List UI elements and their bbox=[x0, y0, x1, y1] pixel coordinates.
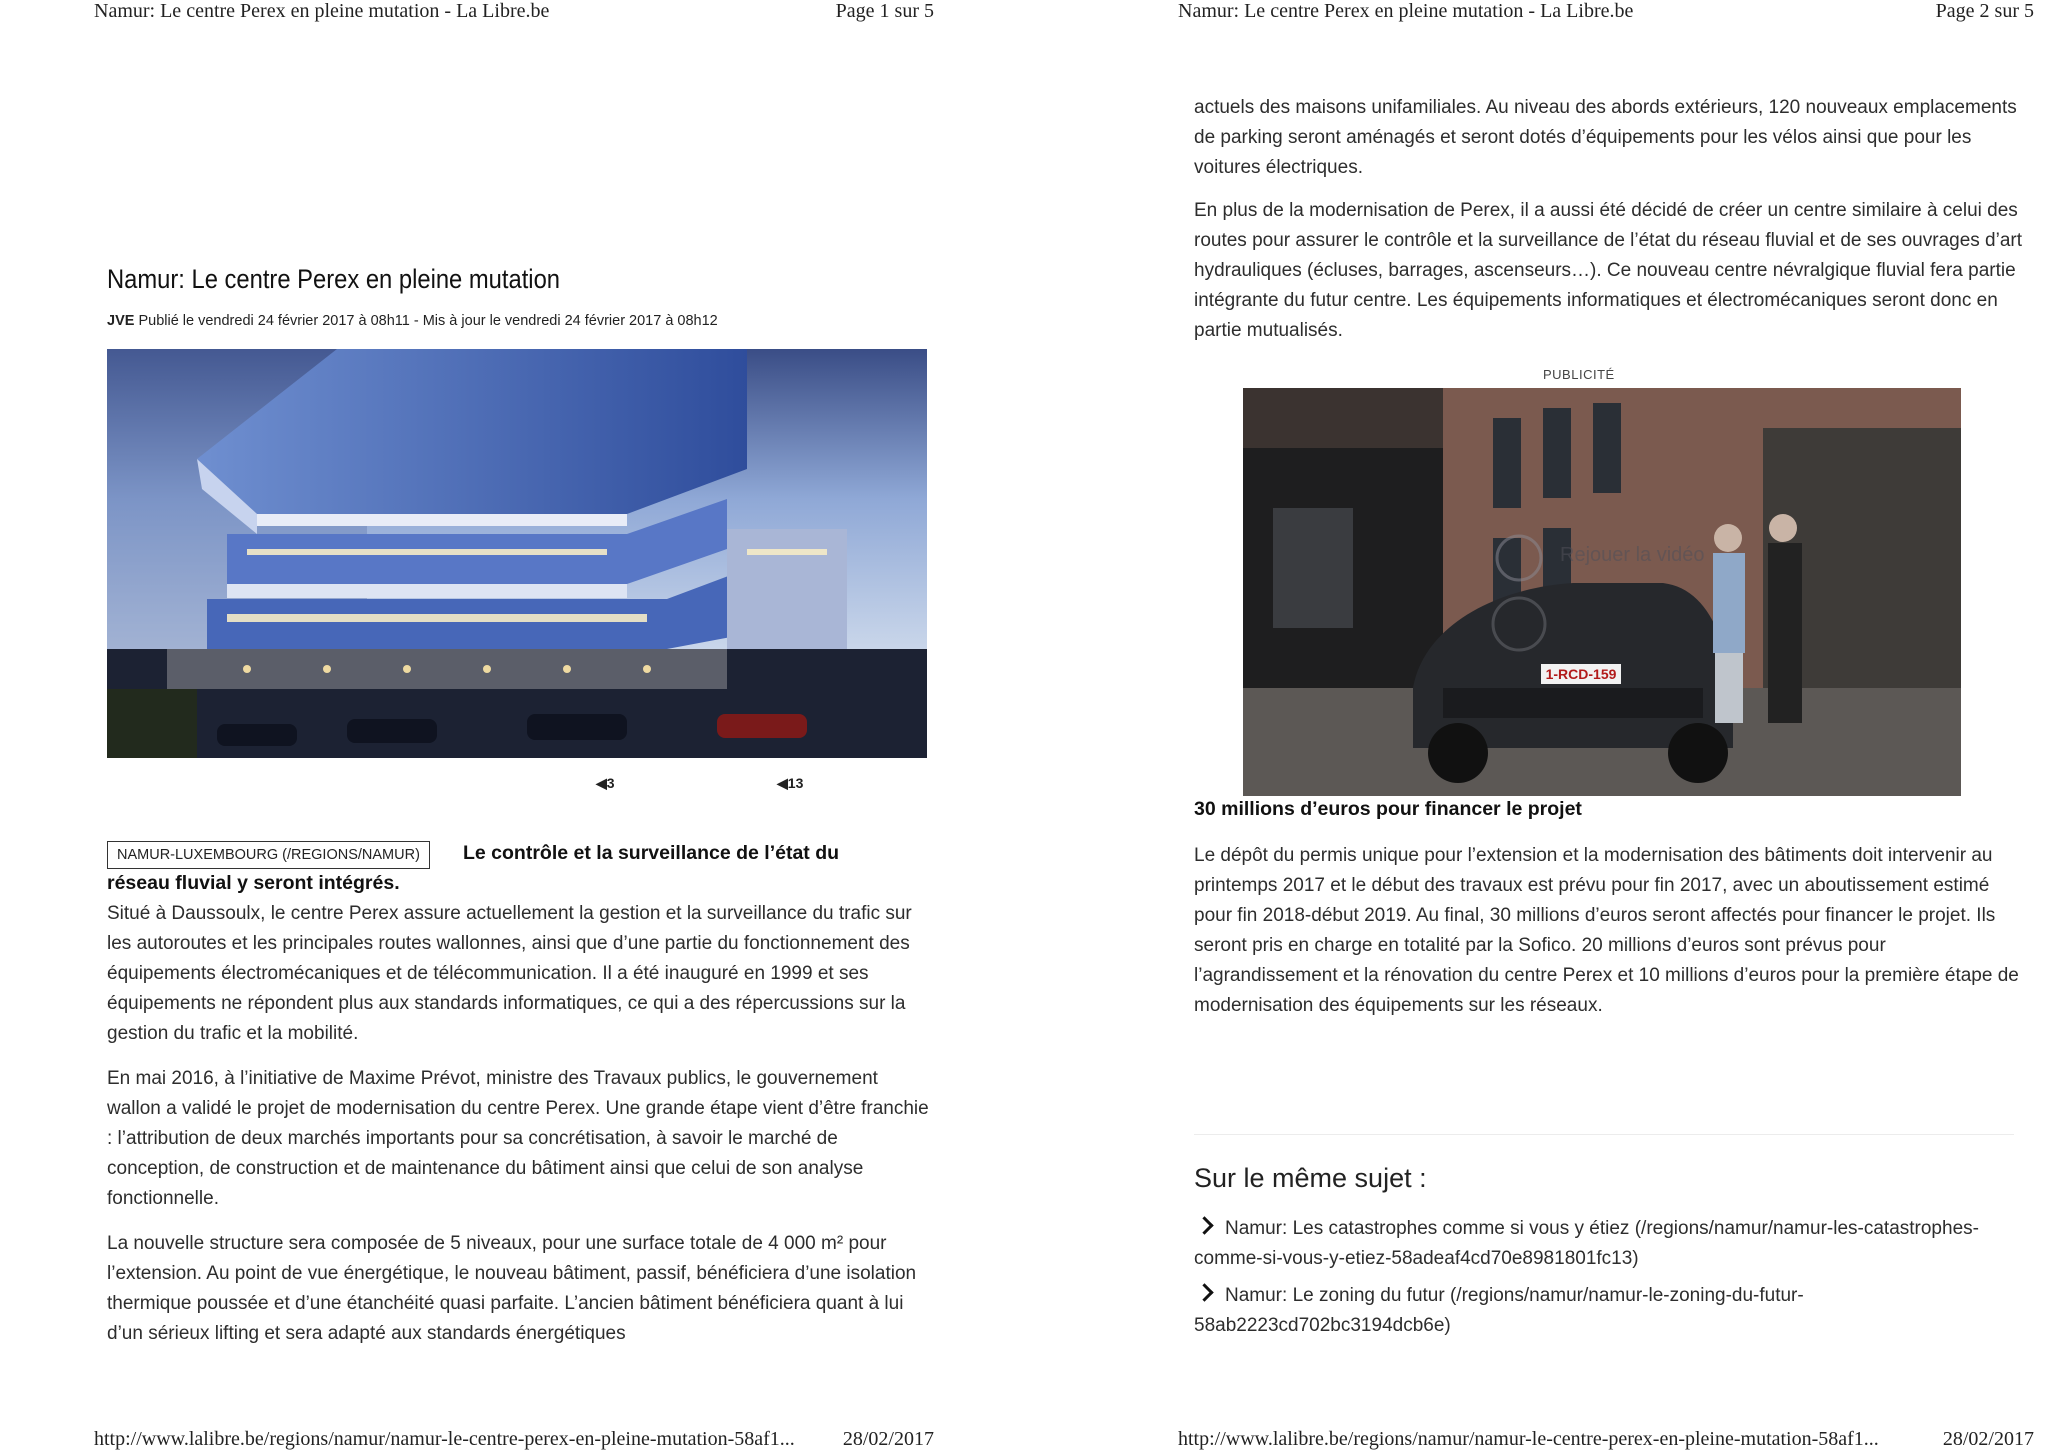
replay-video-label[interactable]: Rejouer la vidéo bbox=[1560, 544, 1705, 566]
gallery-next-control[interactable] bbox=[777, 775, 803, 792]
print-footer-date: 28/02/2017 bbox=[1942, 1428, 2034, 1450]
gallery-count-a: 3 bbox=[606, 775, 615, 791]
print-header bbox=[1178, 0, 2034, 23]
print-header-title: Namur: Le centre Perex en pleine mutation - La Libre.be bbox=[1178, 0, 1634, 22]
paragraph: Le dépôt du permis unique pour l’extension et la modernisation des bâtiments doit intervenir au printemps 2017 et le début des travaux est prévu pour fin 2017, avec un aboutissement estimé pour fin 2018-début 2019. Au final, 30 millions d’euros seront affectés pour financer le projet. Ils seront pris en charge en totalité par la Sofico. 20 millions d’euros sont prévus pour l’agrandissement et la rénovation du centre Perex et 10 millions d’euros pour la première étape de modernisation des équipements sur les réseaux. bbox=[1194, 845, 2019, 1016]
paragraph: actuels des maisons unifamiliales. Au niveau des abords extérieurs, 120 nouveaux emplacements de parking seront aménagés et seront dotés d’équipements pour les vélos ainsi que pour les voitures électriques. bbox=[1194, 97, 2017, 178]
print-header-page: Page 2 sur 5 bbox=[1935, 0, 2034, 22]
chevron-right-icon bbox=[1195, 1283, 1213, 1301]
building-rendering bbox=[107, 349, 927, 758]
print-header-page: Page 1 sur 5 bbox=[835, 0, 934, 22]
lead-line-1: Le contrôle et la surveillance de l’état du bbox=[463, 842, 840, 864]
paragraph: En plus de la modernisation de Perex, il a aussi été décidé de créer un centre similaire à celui des routes pour assurer le contrôle et la surveillance de l’état du réseau fluvial et de ses ouvrages d’art hydrauliques (écluses, barrages, ascenseurs…). Ce nouveau centre névralgique fluvial fera partie intégrante du futur centre. Les équipements informatiques et électromécaniques seront donc en partie mutualisés. bbox=[1194, 200, 2023, 341]
related-article-text: Namur: Le zoning du futur (/regions/namur/namur-le-zoning-du-futur-58ab2223cd702bc3194dcb6e) bbox=[1194, 1285, 1804, 1336]
related-article-link[interactable] bbox=[1194, 1281, 2014, 1341]
article-body-page2 bbox=[1194, 93, 2024, 346]
print-header bbox=[94, 0, 934, 23]
print-footer-date: 28/02/2017 bbox=[842, 1428, 934, 1450]
article-author: JVE bbox=[107, 313, 135, 329]
region-tag-link[interactable]: NAMUR-LUXEMBOURG (/REGIONS/NAMUR) bbox=[107, 841, 430, 869]
related-articles-title: Sur le même sujet : bbox=[1194, 1163, 1427, 1193]
related-article-text: Namur: Les catastrophes comme si vous y étiez (/regions/namur/namur-les-catastrophes-comme-si-vous-y-etiez-58adeaf4cd70e8981801fc13) bbox=[1194, 1218, 1979, 1269]
print-footer bbox=[94, 1428, 934, 1451]
lead-line-2: réseau fluvial y seront intégrés. bbox=[107, 872, 400, 894]
paragraph: Situé à Daussoulx, le centre Perex assure actuellement la gestion et la surveillance du trafic sur les autoroutes et les principales routes wallonnes, ainsi que d’une partie du fonctionnement des équipements électromécaniques et de télécommunication. Il a été inauguré en 1999 et ses équipements ne répondent plus aux standards informatiques, ce qui a des répercussions sur la gestion du trafic et la mobilité. bbox=[107, 903, 912, 1044]
license-plate-text: 1-RCD-159 bbox=[1545, 666, 1617, 682]
triangle-left-icon: ◀ bbox=[777, 775, 788, 791]
print-footer-url: http://www.lalibre.be/regions/namur/namur-le-centre-perex-en-pleine-mutation-58af1... bbox=[94, 1428, 795, 1450]
article-body-page2-b bbox=[1194, 841, 2024, 1021]
ad-video-player[interactable] bbox=[1243, 388, 1961, 796]
hero-image[interactable] bbox=[107, 349, 927, 758]
print-footer bbox=[1178, 1428, 2034, 1451]
ad-label: PUBLICITÉ bbox=[1543, 367, 1615, 382]
article-byline bbox=[107, 313, 718, 329]
article-title: Namur: Le centre Perex en pleine mutation bbox=[107, 264, 561, 294]
article-body-page1 bbox=[107, 899, 937, 1349]
article-publish-date: Publié le vendredi 24 février 2017 à 08h11 - Mis à jour le vendredi 24 février 2017 à 08h12 bbox=[138, 313, 718, 329]
gallery-count-b: 13 bbox=[787, 775, 804, 791]
print-header-title: Namur: Le centre Perex en pleine mutation - La Libre.be bbox=[94, 0, 550, 22]
paragraph: En mai 2016, à l’initiative de Maxime Prévot, ministre des Travaux publics, le gouvernement wallon a validé le projet de modernisation du centre Perex. Une grande étape vient d’être franchie : l’attribution de deux marchés importants pour sa concrétisation, à savoir le marché de conception, de construction et de maintenance du bâtiment ainsi que celui de son analyse fonctionnelle. bbox=[107, 1068, 929, 1209]
car-video-frame bbox=[1243, 388, 1961, 796]
paragraph: La nouvelle structure sera composée de 5 niveaux, pour une surface totale de 4 000 m² pour l’extension. Au point de vue énergétique, le nouveau bâtiment, passif, bénéficiera d’une isolation thermique poussée et d’une étanchéité quasi parfaite. L’ancien bâtiment bénéficiera quant à lui d’un sérieux lifting et sera adapté aux standards énergétiques bbox=[107, 1233, 917, 1344]
related-article-link[interactable] bbox=[1194, 1214, 2014, 1274]
gallery-prev-control[interactable] bbox=[596, 775, 615, 792]
print-footer-url: http://www.lalibre.be/regions/namur/namur-le-centre-perex-en-pleine-mutation-58af1... bbox=[1178, 1428, 1879, 1450]
triangle-left-icon: ◀ bbox=[596, 775, 607, 791]
section-divider bbox=[1194, 1134, 2014, 1135]
section-subheading: 30 millions d’euros pour financer le projet bbox=[1194, 798, 1582, 820]
chevron-right-icon bbox=[1195, 1216, 1213, 1234]
